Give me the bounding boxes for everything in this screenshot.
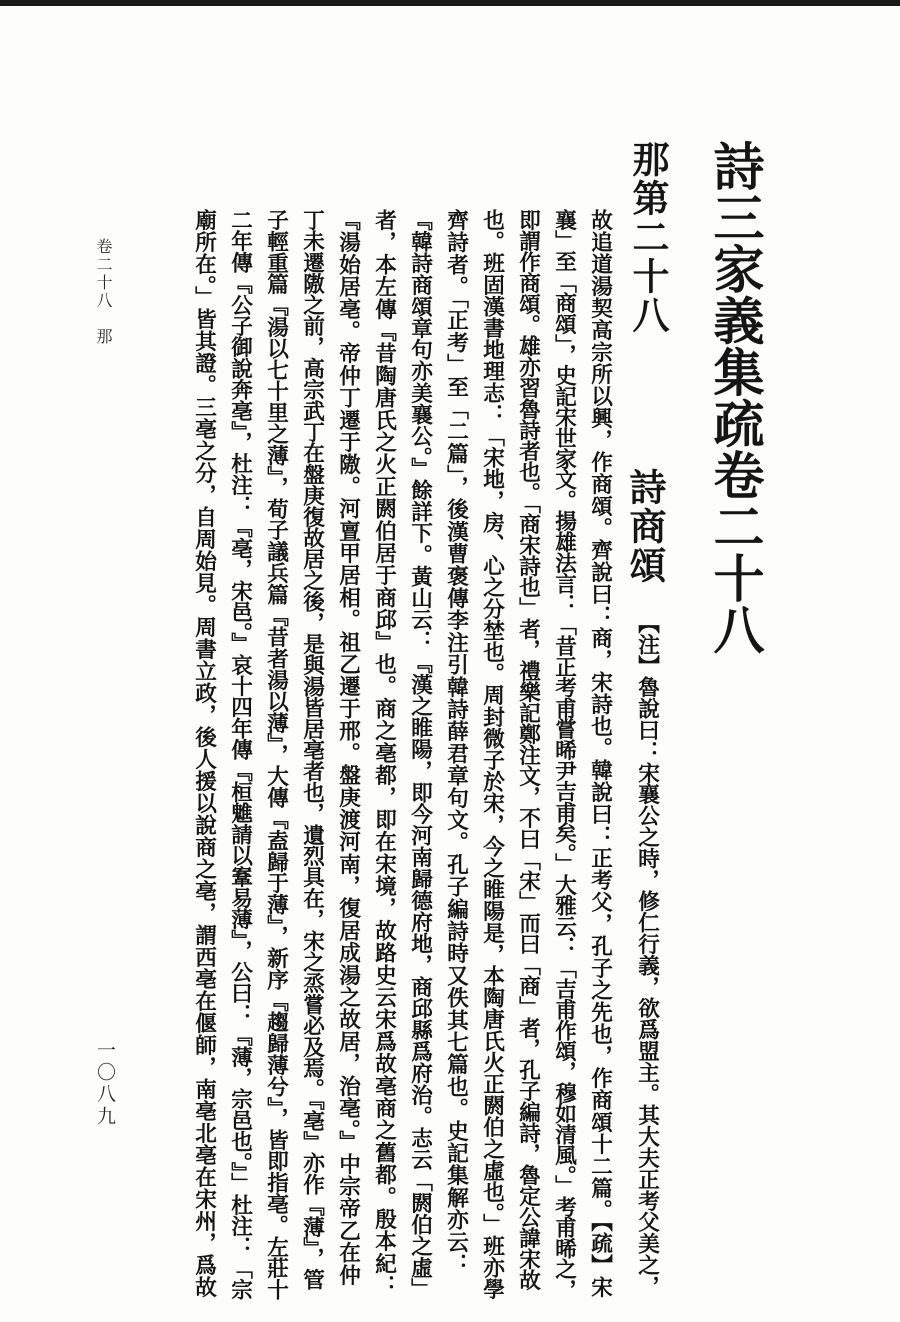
body-column: 廟所在。」皆其證。三亳之分，自周始見。周書立政，後人援以說商之亳，謂西亳在偃師，南亳北亳在宋州，爲故 — [191, 209, 217, 1299]
body-column: 襄」至「商頌」，史記宋世家文。揚雄法言：「昔正考甫嘗晞尹吉甫矣。」大雅云：「吉甫作頌，穆如清風。」考甫晞之， — [551, 209, 577, 1300]
body-column: 齊詩者。「正考」至「二篇」，後漢曹褒傳李注引韓詩薛君章句文。孔子編詩時又佚其七篇也。史記集解亦云： — [443, 209, 469, 1276]
chapter-title: 詩商頌 — [623, 468, 667, 585]
body-column: 者，本左傳『昔陶唐氏之火正閼伯居于商邱』也。商之亳都，即在宋境，故路史云宋爲故亳商之舊都。殷本紀： — [371, 209, 397, 1297]
book-title: 詩三家義集疏卷二十八 — [704, 140, 764, 655]
body-column: 子輕重篇『湯以七十里之薄』，荀子議兵篇『昔者湯以薄』，大傳『盍歸于薄』，新序『趨歸薄兮』，皆即指亳。左莊十 — [263, 209, 289, 1300]
body-column: 【注】魯說曰：宋襄公之時，修仁行義，欲爲盟主。其大夫正考父美之， — [634, 612, 660, 1297]
body-column: 丁未遷隞之前，高宗武丁在盤庚復故居之後，是與湯皆居亳者也，遺烈具在，宋之烝嘗必及焉。『亳』亦作『薄』，管 — [299, 209, 325, 1290]
section-title: 那第二十八 — [626, 140, 670, 335]
body-column: 二年傳『公子御說奔亳』，杜注：『亳，宋邑。』哀十四年傳『桓魋請以鞌易薄』，公曰：『薄，宗邑也。』」杜注：「宗 — [227, 209, 253, 1300]
body-column: 即謂作商頌。雄亦習魯詩者也。「商宋詩也」者，禮樂記鄭注文，不曰「宋」而曰「商」者，孔子編詩，魯定公諱宋故 — [515, 209, 541, 1291]
margin-label: 卷二十八 那 — [94, 238, 113, 346]
top-border-rule — [0, 0, 900, 6]
body-column: 也。班固漢書地理志：「宋地，房、心之分埜也。周封微子於宋，今之睢陽是，本陶唐氏火正閼伯之虛也。」班亦學 — [479, 209, 505, 1300]
body-column: 故追道湯契高宗所以興，作商頌。齊說曰：商，宋詩也。韓說曰：正考父，孔子之先也，作商頌十二篇。【疏】宋 — [587, 209, 613, 1299]
body-column: 『韓詩商頌章句亦美襄公。』餘詳下。黃山云：『漢之睢陽，即今河南歸德府地，商邱縣爲府治。志云「閼伯之虛」 — [407, 209, 433, 1300]
page-number: 一〇八九 — [94, 1040, 116, 1128]
body-column: 『湯始居亳。帝仲丁遷于隞。河亶甲居相。祖乙遷于邢。盤庚渡河南，復居成湯之故居，治亳。』中宗帝乙在仲 — [335, 209, 361, 1286]
